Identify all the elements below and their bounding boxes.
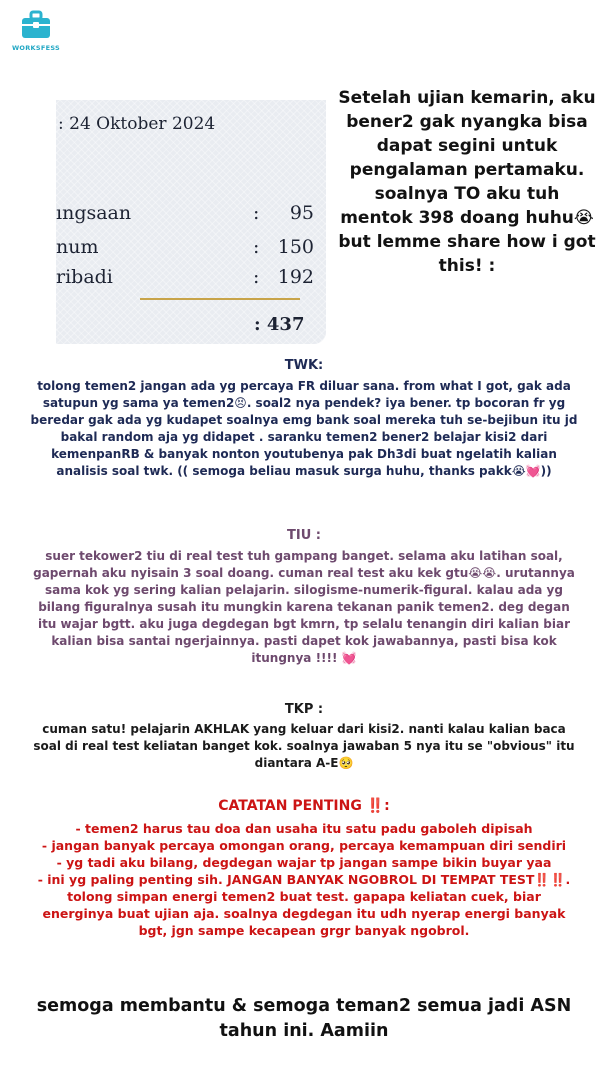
row-colon: :	[253, 236, 260, 258]
briefcase-icon	[20, 10, 52, 40]
twk-title: TWK:	[284, 358, 324, 373]
row-value: 192	[277, 266, 314, 288]
closing-text: semoga membantu & semoga teman2 semua jadi ASN tahun ini. Aamiin	[36, 996, 572, 1041]
note-item: - jangan banyak percaya omongan orang, percaya kemampuan diri sendiri	[41, 838, 567, 853]
twk-text: tolong temen2 jangan ada yg percaya FR diluar sana. from what I got, gak ada satupun yg sama ya temen2😣. soal2 nya pendek? iya bener. tp bocoran fr yg beredar gak ada yg kudapet soalnya emg bank soal mereka tuh se-bejibun itu jd bakal random aja yg didapet . saranku temen2 bener2 belajar kisi2 dari kemenpanRB & banyak nonton youtubenya pak Dh3di buat ngelatih kalian analisis soal twk. (( semoga beliau masuk surga huhu, thanks pakk😭💓))	[30, 379, 578, 478]
score-certificate-photo	[56, 100, 326, 344]
note-item: - temen2 harus tau doa dan usaha itu satu padu gaboleh dipisah	[75, 821, 533, 836]
certificate-total: : 437	[254, 314, 305, 335]
row-value: 150	[277, 236, 314, 258]
note-item: - yg tadi aku bilang, degdegan wajar tp jangan sampe bikin buyar yaa	[56, 855, 552, 870]
notes-list	[30, 820, 578, 939]
row-label: ıngsaan	[56, 202, 132, 224]
tiu-text: suer tekower2 tiu di real test tuh gampang banget. selama aku latihan soal, gapernah aku nyisain 3 soal doang. cuman real test aku kek gtu😭😭. urutannya sama kok yg sering kalian pelajarin. silogisme-numerik-figural. kalau ada yg bilang figuralnya susah itu mungkin karena tekanan panik temen2. deg degan itu wajar bgtt. aku juga degdegan bgt kmrn, tp selalu tenangin diri kalian biar kalian bisa santai ngerjainnya. pasti dapet kok jawabannya, pasti bisa kok itungnya !!!! 💓	[33, 549, 575, 665]
certificate-row	[56, 202, 326, 230]
tiu-title: TIU :	[287, 528, 321, 543]
row-value: 95	[289, 202, 314, 224]
total-divider	[140, 298, 300, 300]
logo-text: WORKSFESS	[11, 44, 61, 52]
certificate-row	[56, 236, 326, 264]
row-label: num	[56, 236, 99, 258]
row-colon: :	[253, 266, 260, 288]
certificate-row	[56, 266, 326, 294]
intro-text: Setelah ujian kemarin, aku bener2 gak nyangka bisa dapat segini untuk pengalaman pertamaku. soalnya TO aku tuh mentok 398 doang huhu😭 but lemme share how i got this! :	[338, 88, 596, 276]
row-label: ribadi	[56, 266, 113, 288]
tkp-text: cuman satu! pelajarin AKHLAK yang keluar dari kisi2. nanti kalau kalian baca soal di real test keliatan banget kok. soalnya jawaban 5 nya itu se "obvious" itu diantara A-E🥺	[33, 722, 575, 770]
notes-title: CATATAN PENTING ‼️:	[218, 798, 390, 814]
brand-logo	[10, 10, 62, 56]
certificate-date: : 24 Oktober 2024	[58, 114, 216, 134]
tkp-title: TKP :	[284, 702, 324, 717]
note-item: - ini yg paling penting sih. JANGAN BANYAK NGOBROL DI TEMPAT TEST‼️‼️. tolong simpan energi temen2 buat test. gapapa keliatan cuek, biar energinya buat ujian aja. soalnya degdegan itu udh nyerap energi banyak bgt, jgn sampe kecapean grgr banyak ngobrol.	[37, 872, 571, 938]
row-colon: :	[253, 202, 260, 224]
